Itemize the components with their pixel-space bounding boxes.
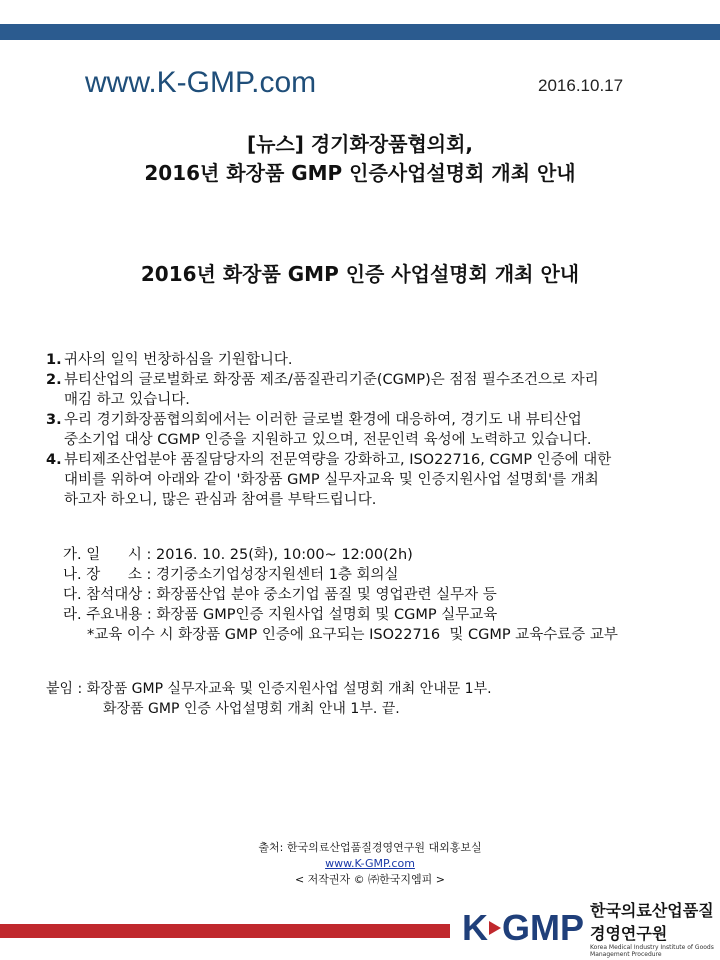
logo-org-name xyxy=(590,898,720,958)
attachment-line-1: 붙임 : 화장품 GMP 실무자교육 및 인증지원사업 설명회 개최 안내문 1부. xyxy=(46,681,492,697)
event-info xyxy=(63,545,703,645)
logo-arrow-icon xyxy=(489,921,501,935)
source-credit: 출처: 한국의료산업품질경영연구원 대외홍보실 xyxy=(258,841,482,854)
event-datetime: 가. 일 시 : 2016. 10. 25(화), 10:00~ 12:00(2h) xyxy=(63,547,413,563)
source-footer xyxy=(230,840,510,888)
paragraph-text: 우리 경기화장품협의회에서는 이러한 글로벌 환경에 대응하여, 경기도 내 뷰티산업 중소기업 대상 CGMP 인증을 지원하고 있으며, 전문인력 육성에 노력하고 있습니다. xyxy=(64,412,592,448)
paragraph-text: 귀사의 일익 번창하심을 기원합니다. xyxy=(64,352,293,368)
logo-org-english: Korea Medical Industry Institute of Goods Management Procedure xyxy=(590,944,714,958)
document-title: 2016년 화장품 GMP 인증 사업설명회 개최 안내 xyxy=(140,262,580,286)
paragraph-2 xyxy=(46,370,686,410)
paragraph-4 xyxy=(46,450,686,510)
paragraph-list xyxy=(46,350,686,510)
paragraph-1 xyxy=(46,350,686,370)
logo-k: K xyxy=(462,907,488,948)
event-note: *교육 이수 시 화장품 GMP 인증에 요구되는 ISO22716 및 CGMP 교육수료증 교부 xyxy=(87,627,618,643)
publish-date: 2016.10.17 xyxy=(538,76,624,95)
logo-org-korean: 한국의료산업품질경영연구원 xyxy=(590,901,714,943)
paragraph-number: 2. xyxy=(46,372,62,388)
site-url[interactable]: www.K-GMP.com xyxy=(85,66,317,99)
headline-line-1: [뉴스] 경기화장품협의회, xyxy=(246,132,474,156)
logo-gmp: GMP xyxy=(502,907,585,948)
event-content: 라. 주요내용 : 화장품 GMP인증 지원사업 설명회 및 CGMP 실무교육 xyxy=(63,607,498,623)
paragraph-number: 3. xyxy=(46,412,62,428)
paragraph-number: 4. xyxy=(46,452,62,468)
paragraph-3 xyxy=(46,410,686,450)
footer-link[interactable]: www.K-GMP.com xyxy=(325,857,415,870)
paragraph-text: 뷰티제조산업분야 품질담당자의 전문역량을 강화하고, ISO22716, CGMP 인증에 대한 대비를 위하여 아래와 같이 '화장품 GMP 실무자교육 및 인증지원사업 설명회'를 개최 하고자 하오니, 많은 관심과 참여를 부탁드립니다. xyxy=(64,452,612,508)
paragraph-number: 1. xyxy=(46,352,62,368)
event-audience: 다. 참석대상 : 화장품산업 분야 중소기업 품질 및 영업관련 실무자 등 xyxy=(63,587,497,603)
attachment-line-2: 화장품 GMP 인증 사업설명회 개최 안내 1부. 끝. xyxy=(103,701,400,717)
headline-line-2: 2016년 화장품 GMP 인증사업설명회 개최 안내 xyxy=(144,161,576,185)
copyright-notice: < 저작권자 © ㈜한국지엠피 > xyxy=(294,873,446,886)
bottom-accent-bar xyxy=(0,924,450,938)
kgmp-logo xyxy=(462,901,720,958)
attachments xyxy=(46,679,492,719)
top-banner-bar xyxy=(0,24,720,40)
paragraph-text: 뷰티산업의 글로벌화로 화장품 제조/품질관리기준(CGMP)은 점점 필수조건으로 자리 매김 하고 있습니다. xyxy=(64,372,599,408)
event-location: 나. 장 소 : 경기중소기업성장지원센터 1층 회의실 xyxy=(63,567,399,583)
